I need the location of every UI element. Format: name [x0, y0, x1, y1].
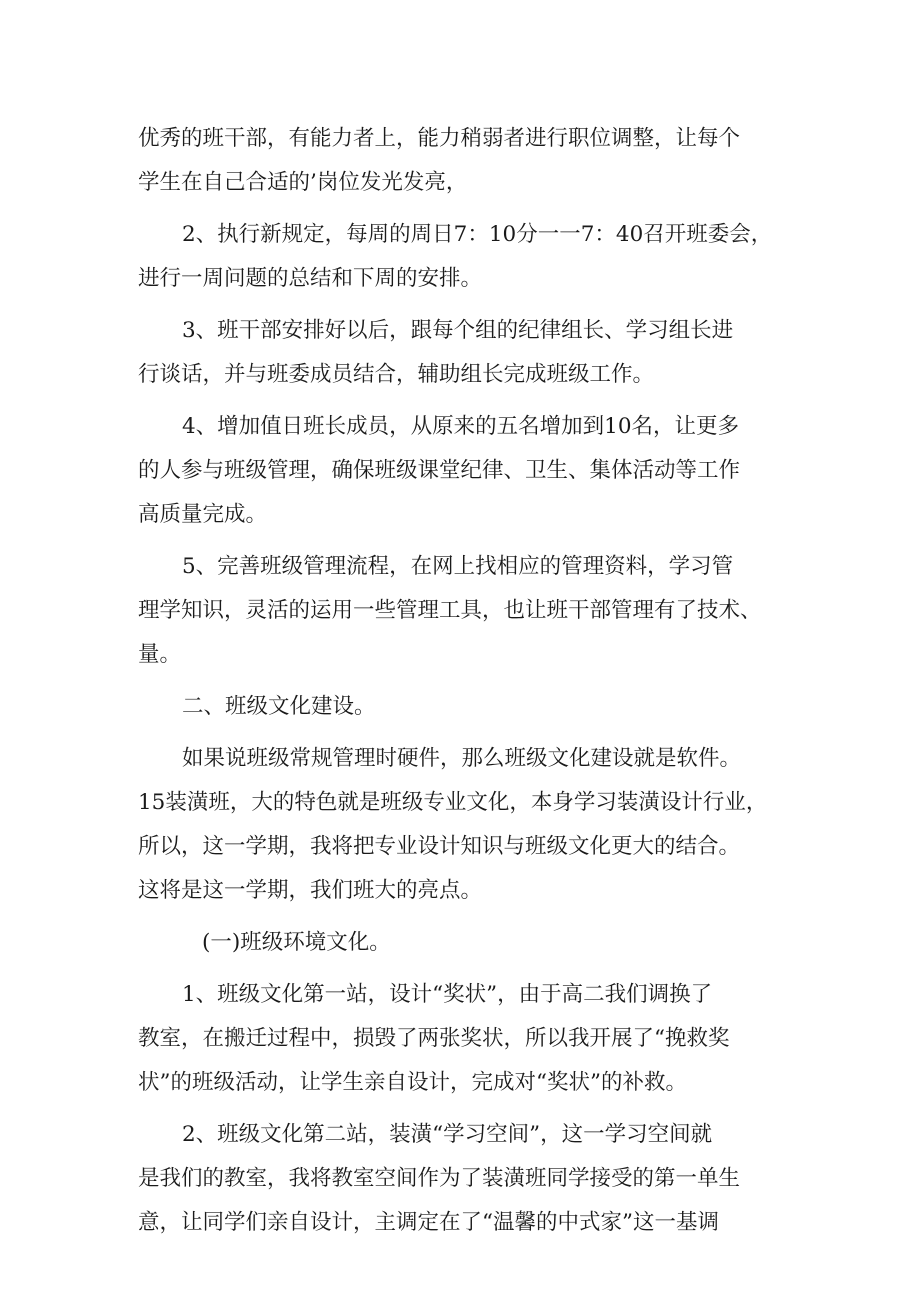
- text-line: 3、班干部安排好以后，跟每个组的纪律组长、学习组长进: [182, 318, 734, 343]
- text-line: 状”的班级活动，让学生亲自设计，完成对“奖状”的补救。: [138, 1070, 687, 1095]
- paragraph: [138, 545, 788, 677]
- document-body: [138, 117, 788, 1253]
- text-line: 理学知识，灵活的运用一些管理工具，也让班干部管理有了技术、: [138, 598, 762, 623]
- text-line: 行谈话，并与班委成员结合，辅助组长完成班级工作。: [138, 362, 655, 387]
- text-line: 2、执行新规定，每周的周日7：10分一一7：40召开班委会，: [182, 222, 773, 247]
- text-line: 1、班级文化第一站，设计“奖状”，由于高二我们调换了: [182, 982, 713, 1007]
- paragraph: [138, 921, 788, 965]
- text-line: 4、增加值日班长成员，从原来的五名增加到10名，让更多: [182, 414, 740, 439]
- paragraph: [138, 213, 788, 301]
- paragraph: [138, 1113, 788, 1245]
- text-line: 进行一周问题的总结和下周的安排。: [138, 266, 483, 291]
- text-line: 优秀的班干部，有能力者上，能力稍弱者进行职位调整，让每个: [138, 126, 741, 151]
- text-line: (一)班级环境文化。: [202, 930, 391, 955]
- text-line: 2、班级文化第二站，装潢“学习空间”，这一学习空间就: [182, 1122, 713, 1147]
- text-line: 是我们的教室，我将教室空间作为了装潢班同学接受的第一单生: [138, 1166, 741, 1191]
- text-line: 的人参与班级管理，确保班级课堂纪律、卫生、集体活动等工作: [138, 458, 741, 483]
- text-line: 高质量完成。: [138, 502, 268, 527]
- paragraph: [138, 117, 788, 205]
- text-line: 所以，这一学期，我将把专业设计知识与班级文化更大的结合。: [138, 834, 741, 859]
- text-line: 这将是这一学期，我们班大的亮点。: [138, 878, 483, 903]
- paragraph: [138, 405, 788, 537]
- text-line: 二、班级文化建设。: [182, 694, 376, 719]
- text-line: 教室，在搬迁过程中，损毁了两张奖状，所以我开展了“挽救奖: [138, 1026, 730, 1051]
- text-line: 学生在自己合适的’岗位发光发亮，: [138, 170, 468, 195]
- text-line: 5、完善班级管理流程，在网上找相应的管理资料，学习管: [182, 554, 734, 579]
- paragraph: [138, 309, 788, 397]
- paragraph: [138, 737, 788, 913]
- text-line: 意，让同学们亲自设计，主调定在了“温馨的中式家”这一基调: [138, 1210, 719, 1235]
- text-line: 量。: [138, 642, 182, 667]
- text-line: 15装潢班，大的特色就是班级专业文化，本身学习装潢设计行业，: [138, 790, 768, 815]
- text-line: 如果说班级常规管理时硬件，那么班级文化建设就是软件。: [182, 746, 742, 771]
- paragraph: [138, 973, 788, 1105]
- paragraph: [138, 685, 788, 729]
